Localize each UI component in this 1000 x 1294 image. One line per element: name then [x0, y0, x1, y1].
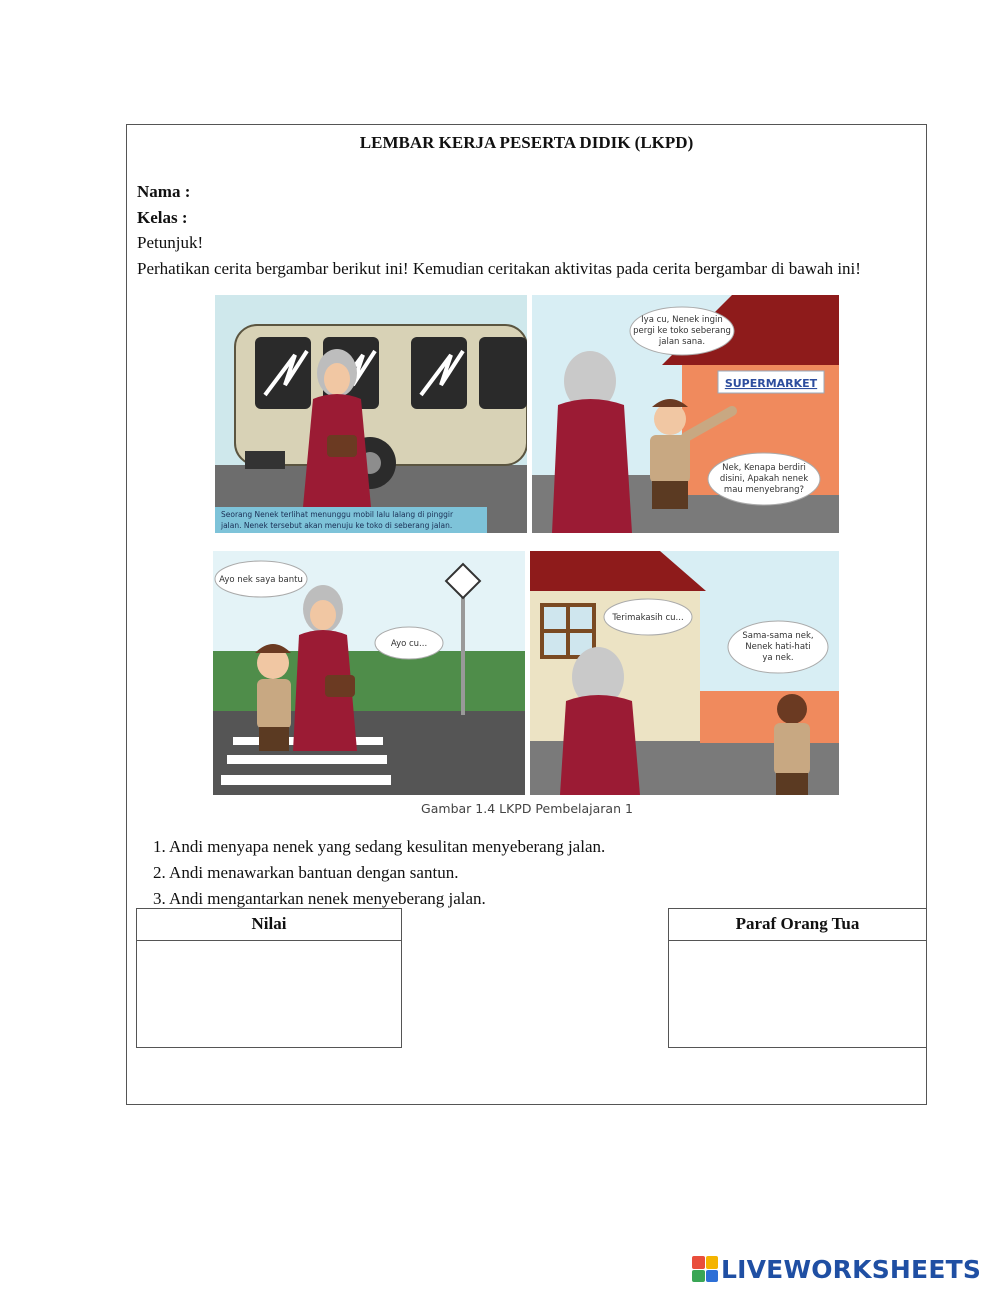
panel3-bubble-right: Ayo cu... — [390, 639, 428, 649]
panel2-bubble-top-line2: pergi ke toko seberang — [633, 326, 731, 336]
nilai-label: Nilai — [137, 909, 401, 941]
logo-text: LIVEWORKSHEETS — [721, 1254, 982, 1284]
goodbye-scene-illustration — [530, 551, 839, 795]
panel1-caption-line1: Seorang Nenek terlihat menunggu mobil lalu lalang di pinggir — [221, 510, 454, 519]
panel4-bubble-right-line3: ya nek. — [762, 653, 794, 663]
nilai-box — [136, 908, 402, 1048]
liveworksheets-mark-icon — [692, 1256, 718, 1282]
crossing-scene-illustration — [213, 551, 525, 795]
panel2-bubble-bottom-line3: mau menyebrang? — [723, 485, 805, 495]
bus-scene-illustration — [215, 295, 527, 533]
figure-caption: Gambar 1.4 LKPD Pembelajaran 1 — [421, 801, 633, 816]
list-item: 1. Andi menyapa nenek yang sedang kesulitan menyeberang jalan. — [153, 837, 606, 856]
panel2-bubble-bottom-line1: Nek, Kenapa berdiri — [722, 463, 806, 473]
panel2-bubble-top-line3: jalan sana. — [658, 337, 706, 347]
panel4-bubble-left: Terimakasih cu... — [612, 613, 684, 623]
liveworksheets-logo[interactable] — [692, 1253, 981, 1285]
panel1-caption-line2: jalan. Nenek tersebut akan menuju ke toko di seberang jalan. — [221, 521, 453, 530]
supermarket-sign: SUPERMARKET — [724, 377, 818, 390]
panel4-bubble-right-line1: Sama-sama nek, — [742, 631, 814, 641]
list-item: 2. Andi menawarkan bantuan dengan santun. — [153, 863, 459, 882]
comic-panel-3 — [213, 551, 525, 795]
comic-panel-4 — [530, 551, 839, 795]
activity-list — [137, 837, 605, 915]
comic-strip — [213, 295, 841, 821]
nama-label: Nama : — [137, 182, 191, 201]
supermarket-scene-illustration — [532, 295, 839, 533]
panel2-bubble-bottom-line2: disini, Apakah nenek — [719, 474, 809, 484]
comic-panel-2 — [532, 295, 839, 533]
list-item: 3. Andi mengantarkan nenek menyeberang jalan. — [153, 889, 486, 908]
instruction-text: Perhatikan cerita bergambar berikut ini! Kemudian ceritakan aktivitas pada cerita bergambar di bawah ini! — [137, 259, 861, 278]
panel3-bubble-left: Ayo nek saya bantu — [219, 575, 303, 585]
panel2-bubble-top-line1: Iya cu, Nenek ingin — [641, 315, 723, 325]
paraf-label: Paraf Orang Tua — [669, 909, 926, 941]
panel4-bubble-right-line2: Nenek hati-hati — [745, 642, 811, 652]
kelas-label: Kelas : — [137, 208, 188, 227]
comic-panel-1 — [215, 295, 527, 533]
worksheet-title: LEMBAR KERJA PESERTA DIDIK (LKPD) — [359, 133, 694, 152]
petunjuk-label: Petunjuk! — [137, 233, 204, 252]
paraf-box — [668, 908, 927, 1048]
